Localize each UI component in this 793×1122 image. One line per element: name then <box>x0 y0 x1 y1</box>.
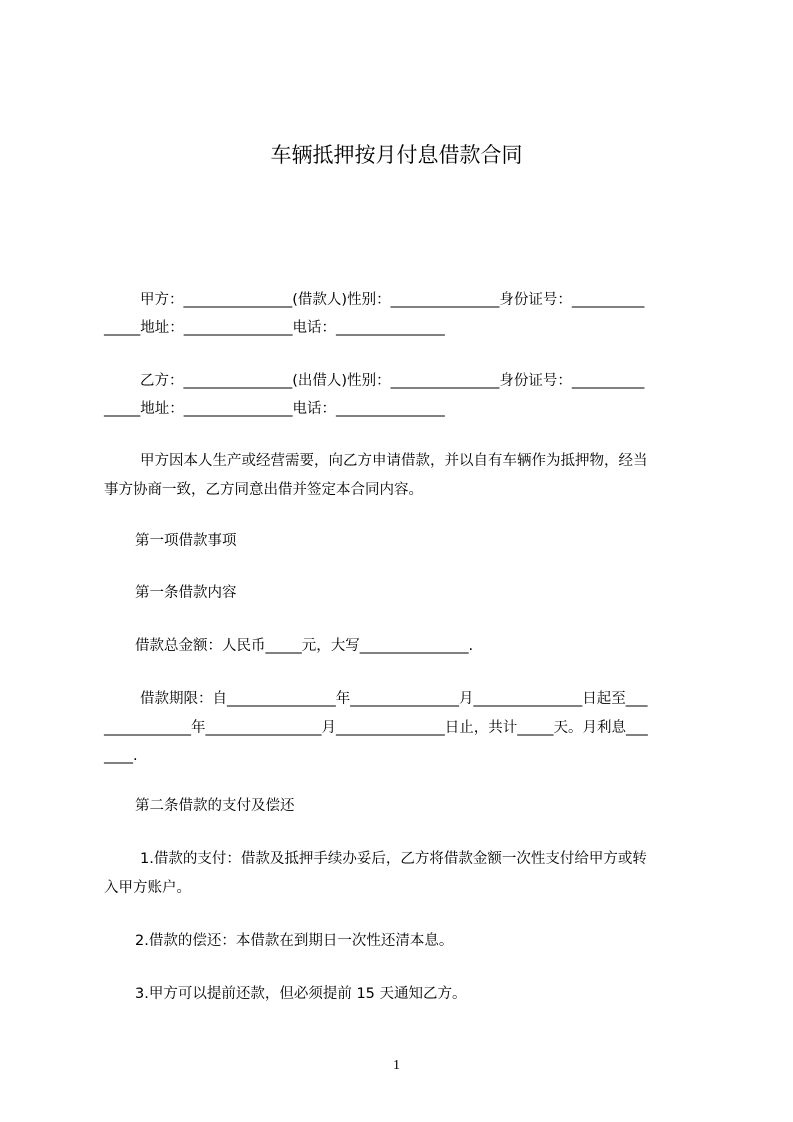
party-a-line-1: 甲方：_______________(借款人)性别：_______________身份证号：__________ <box>140 292 645 308</box>
preamble-line-1: 甲方因本人生产或经营需要，向乙方申请借款，并以自有车辆作为抵押物，经当 <box>140 453 648 469</box>
document-title: 车辆抵押按月付息借款合同 <box>270 143 523 167</box>
loan-amount-line: 借款总金额：人民币_____元，大写_______________. <box>135 638 474 654</box>
loan-term-line-2: ____________年________________月_______________日止，共计_____天。月利息___ <box>104 720 648 736</box>
article-2-heading: 第二条借款的支付及偿还 <box>135 798 295 814</box>
loan-term-line-1: 借款期限：自_______________年_______________月_______________日起至___ <box>140 691 648 707</box>
payment-clause-line-1: 1.借款的支付：借款及抵押手续办妥后，乙方将借款金额一次性支付给甲方或转 <box>140 851 647 867</box>
early-repayment-clause: 3.甲方可以提前还款，但必须提前 15 天通知乙方。 <box>135 986 467 1002</box>
loan-term-line-3: ____. <box>104 748 138 764</box>
payment-clause-line-2: 入甲方账户。 <box>104 880 191 896</box>
party-b-line-1: 乙方：_______________(出借人)性别：_______________身份证号：__________ <box>140 373 645 389</box>
page-number: 1 <box>393 1058 400 1073</box>
section-1-heading: 第一项借款事项 <box>135 533 237 549</box>
repayment-clause: 2.借款的偿还：本借款在到期日一次性还清本息。 <box>135 933 454 949</box>
party-a-line-2: _____地址：_______________电话：_______________ <box>104 320 445 336</box>
preamble-line-2: 事方协商一致，乙方同意出借并签定本合同内容。 <box>104 482 423 498</box>
party-b-line-2: _____地址：_______________电话：_______________ <box>104 401 445 417</box>
article-1-heading: 第一条借款内容 <box>135 585 237 601</box>
